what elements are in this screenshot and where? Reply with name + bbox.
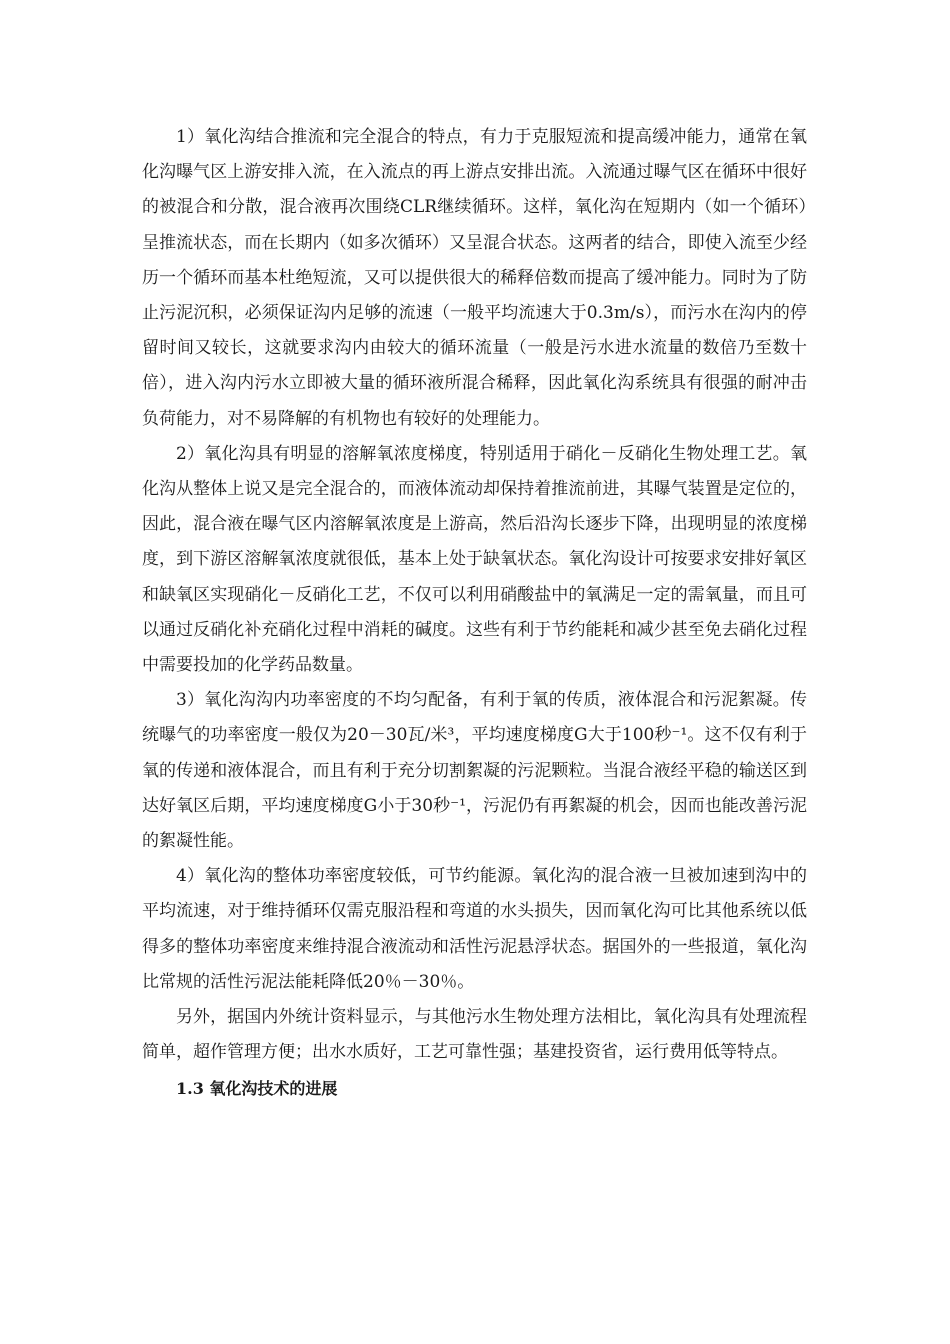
paragraph-2: 2）氧化沟具有明显的溶解氧浓度梯度，特别适用于硝化－反硝化生物处理工艺。氧化沟从整体上说又是完全混合的，而液体流动却保持着推流前进，其曝气装置是定位的，因此，混合液在曝气区内溶解氧浓度是上游高，然后沿沟长逐步下降，出现明显的浓度梯度，到下游区溶解氧浓度就很低，基本上处于缺氧状态。氧化沟设计可按要求安排好氧区和缺氧区实现硝化－反硝化工艺，不仅可以利用硝酸盐中的氧满足一定的需氧量，而且可以通过反硝化补充硝化过程中消耗的碱度。这些有利于节约能耗和减少甚至免去硝化过程中需要投加的化学药品数量。 [142, 443, 807, 676]
paragraph-1: 1）氧化沟结合推流和完全混合的特点，有力于克服短流和提高缓冲能力，通常在氧化沟曝气区上游安排入流，在入流点的再上游点安排出流。入流通过曝气区在循环中很好的被混合和分散，混合液再次围绕CLR继续循环。这样，氧化沟在短期内（如一个循环）呈推流状态，而在长期内（如多次循环）又呈混合状态。这两者的结合，即使入流至少经历一个循环而基本杜绝短流，又可以提供很大的稀释倍数而提高了缓冲能力。同时为了防止污泥沉积，必须保证沟内足够的流速（一般平均流速大于0.3m/s），而污水在沟内的停留时间又较长，这就要求沟内由较大的循环流量（一般是污水进水流量的数倍乃至数十倍），进入沟内污水立即被大量的循环液所混合稀释，因此氧化沟系统具有很强的耐冲击负荷能力，对不易降解的有机物也有较好的处理能力。 [142, 127, 807, 429]
paragraph-5: 另外，据国内外统计资料显示，与其他污水生物处理方法相比，氧化沟具有处理流程简单，超作管理方便；出水水质好，工艺可靠性强；基建投资省，运行费用低等特点。 [142, 1007, 807, 1063]
paragraph-3: 3）氧化沟沟内功率密度的不均匀配备，有利于氧的传质，液体混合和污泥絮凝。传统曝气的功率密度一般仅为20－30瓦/米³，平均速度梯度G大于100秒⁻¹。这不仅有利于氧的传递和液体混合，而且有利于充分切割絮凝的污泥颗粒。当混合液经平稳的输送区到达好氧区后期，平均速度梯度G小于30秒⁻¹，污泥仍有再絮凝的机会，因而也能改善污泥的絮凝性能。 [142, 690, 807, 852]
section-heading: 1.3 氧化沟技术的进展 [176, 1079, 338, 1099]
body-text [142, 120, 807, 1107]
paragraph-4: 4）氧化沟的整体功率密度较低，可节约能源。氧化沟的混合液一旦被加速到沟中的平均流速，对于维持循环仅需克服沿程和弯道的水头损失，因而氧化沟可比其他系统以低得多的整体功率密度来维持混合液流动和活性污泥悬浮状态。据国外的一些报道，氧化沟比常规的活性污泥法能耗降低20％－30％。 [142, 866, 807, 992]
